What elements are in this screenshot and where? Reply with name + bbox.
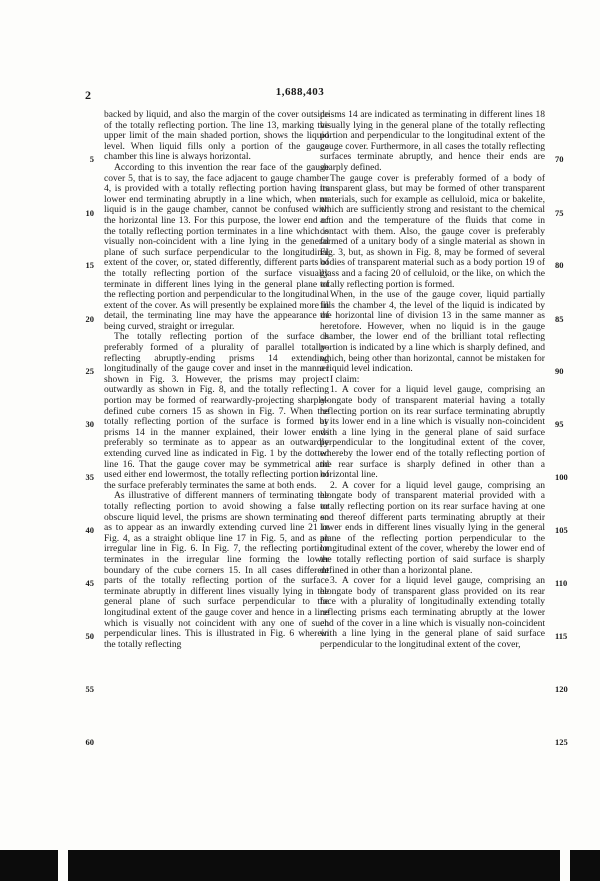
claim: 1. A cover for a liquid level gauge, comprising an elongate body of transparent material having a totally reflecting portion on its rear surface terminating abruptly at its lower end in a line which is visually non-coincident with a line lying in the general plane of said surface perpendicular to the longitudinal extent of the cover, whereby the lower end of the totally reflecting portion of the rear surface is sharply defined in other than a horizontal line. <box>320 384 545 481</box>
line-number: 30 <box>85 419 94 429</box>
patent-number: 1,688,403 <box>275 86 325 98</box>
scan-gap <box>560 850 570 881</box>
page-number: 2 <box>85 88 91 102</box>
paragraph: When, in the use of the gauge cover, liquid partially fills the chamber 4, the level of the liquid is indicated by the horizontal line of division 13 in the same manner as heretofore. However, when no liquid is in the gauge chamber, the lower end of the brilliant total reflecting portion is indicated by a line which is sharply defined, and which, being other than horizontal, cannot be mistaken for a liquid level indication. <box>320 289 545 375</box>
line-number: 110 <box>555 578 568 588</box>
claim: 3. A cover for a liquid level gauge, comprising an elongate body of transparent glass provided on its rear face with a plurality of longitudinally extending totally reflecting prisms each terminating abruptly at the lower end of the cover in a line which is visually non-coincident with a line lying in the general plane of said surface perpendicular to the longitudinal extent of the cover, <box>320 575 545 650</box>
line-number: 90 <box>555 366 564 376</box>
line-number: 15 <box>85 260 94 270</box>
line-number: 85 <box>555 314 564 324</box>
line-number: 45 <box>85 578 94 588</box>
paragraph: The totally reflecting portion of the surface is preferably formed of a plurality of parallel totally-reflecting abruptly-ending prisms 14 extending longitudinally of the gauge cover and inset in the manner shown in Fig. 3. However, the prisms may project outwardly as shown in Fig. 8, and the totally reflecting portion may be formed of rearwardly-projecting sharply-defined cube corners 15 as shown in Fig. 7. When the totally reflecting portion of the surface is formed by prisms 14 in the manner explained, their lower ends preferably so terminate as to appear as an outwardly extending curved line as indicated in Fig. 1 by the dotted line 16. That the gauge cover may be symmetrical and used either end lowermost, the totally reflecting portion of the surface preferably terminates the same at both ends. <box>104 331 329 491</box>
line-number: 105 <box>555 525 568 535</box>
scan-gap <box>58 850 68 881</box>
line-number: 95 <box>555 419 564 429</box>
line-number: 80 <box>555 260 564 270</box>
line-number: 25 <box>85 366 94 376</box>
paragraph: According to this invention the rear face of the gauge cover 5, that is to say, the face adjacent to gauge chamber 4, is provided with a totally reflecting portion having its lower end terminating abruptly in a line which, when no liquid is in the gauge chamber, cannot be confused with the horizontal line 13. For this purpose, the lower end of the totally reflecting portion terminates in a line which is visually non-coincident with a line lying in the general plane of such surface perpendicular to the longitudinal extent of the cover, or, stated differently, different parts of the totally reflecting portion of the surface visually terminate in different lines lying in the general plane of the reflecting portion and perpendicular to the longitudinal extent of the cover. As will presently be explained more in detail, the terminating line may have the appearance of being curved, straight or irregular. <box>104 161 329 332</box>
line-number: 20 <box>85 314 94 324</box>
line-number: 60 <box>85 737 94 747</box>
left-column <box>104 110 329 650</box>
right-column <box>320 110 545 650</box>
paragraph: As illustrative of different manners of terminating the totally reflecting portion to avoid showing a false or obscure liquid level, the prisms are shown terminating so as to appear as an inwardly extending curved line 21 in Fig. 4, as a straight oblique line 17 in Fig. 5, and as an irregular line in Fig. 6. In Fig. 7, the reflecting portion terminates in the irregular line forming the lower boundary of the cube corners 15. In all cases different parts of the totally reflecting portion of the surface terminate abruptly in different lines visually lying in the general plane of such surface perpendicular to the longitudinal extent of the gauge cover and hence in a line which is visually not coincident with any one of such perpendicular lines. This is illustrated in Fig. 6 wherein the totally reflecting <box>104 490 329 650</box>
line-number: 35 <box>85 472 94 482</box>
line-number: 115 <box>555 631 568 641</box>
line-number: 75 <box>555 208 564 218</box>
line-number: 125 <box>555 737 568 747</box>
claims-heading: I claim: <box>330 373 360 385</box>
line-number: 5 <box>89 154 94 164</box>
paragraph: The gauge cover is preferably formed of a body of transparent glass, but may be formed of other transparent materials, such for example as celluloid, mica or bakelite, which are sufficiently strong and resistant to the chemical action and the temperature of the fluids that come in contact with them. Also, the gauge cover is preferably formed of a unitary body of a single material as shown in Fig. 3, but, as shown in Fig. 8, may be formed of several bodies of transparent material such as a body portion 19 of glass and a facing 20 of celluloid, or the like, on which the totally reflecting portion is formed. <box>320 172 545 290</box>
line-number: 10 <box>85 208 94 218</box>
paragraph: backed by liquid, and also the margin of the cover outside of the totally reflecting portion. The line 13, marking the upper limit of the main shaded portion, shows the liquid level. When liquid fills only a portion of the gauge chamber this line is always horizontal. <box>104 109 329 163</box>
line-number: 70 <box>555 154 564 164</box>
line-number: 100 <box>555 472 568 482</box>
line-number: 55 <box>85 684 94 694</box>
scan-border <box>0 850 600 881</box>
claim: 2. A cover for a liquid level gauge, comprising an elongate body of transparent material provided with a totally reflecting portion on its rear surface having at one end thereof different parts terminating abruptly at their lower ends in different lines visually lying in the general plane of the reflecting portion perpendicular to the longitudinal extent of the cover, whereby the lower end of the totally reflecting portion of said surface is sharply defined in other than a horizontal plane. <box>320 479 545 576</box>
line-number: 120 <box>555 684 568 694</box>
line-number: 50 <box>85 631 94 641</box>
line-number: 40 <box>85 525 94 535</box>
paragraph: prisms 14 are indicated as terminating in different lines 18 visually lying in the general plane of the totally reflecting portion and perpendicular to the longitudinal extent of the gauge cover. Furthermore, in all cases the totally reflecting surfaces terminate abruptly, and hence their ends are sharply defined. <box>320 109 545 173</box>
